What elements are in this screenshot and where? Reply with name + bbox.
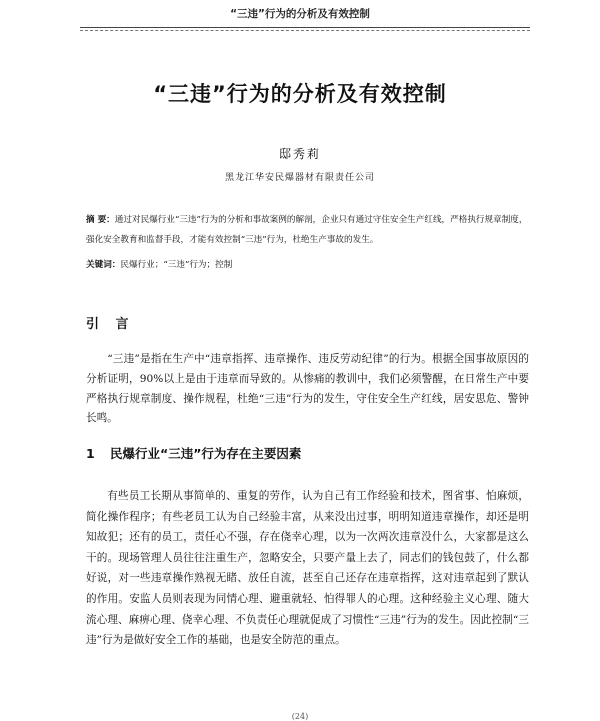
abstract-text: 通过对民爆行业“三违”行为的分析和事故案例的解剖，企业只有通过守住安全生产红线，严格执行规章制度，强化安全教育和监督手段，才能有效控制“三违”行为，杜绝生产事故的发生。 xyxy=(86,215,528,245)
section-1-title: 民爆行业“三违”行为存在主要因素 xyxy=(110,446,302,461)
keywords xyxy=(86,256,536,274)
keywords-text: 民爆行业；“三违”行为；控制 xyxy=(120,260,233,270)
section-1-number: 1 xyxy=(86,446,95,461)
abstract-label: 摘 要： xyxy=(86,215,115,225)
page-number: (24) xyxy=(291,712,309,721)
keywords-label: 关键词： xyxy=(86,260,121,270)
author: 邸秀莉 xyxy=(278,147,321,161)
affiliation: 黑龙江华安民爆器材有限责任公司 xyxy=(224,173,375,183)
header-rule xyxy=(80,27,530,28)
intro-paragraph: “三违”是指在生产中“违章指挥、违章操作、违反劳动纪律”的行为。根据全国事故原因的分析证明，90%以上是由于违章而导致的。从惨痛的教训中，我们必须警醒，在日常生产中要严格执行规章制度、操作规程，杜绝“三违”行为的发生，守住安全生产红线，居安思危、警钟长鸣。 xyxy=(86,353,529,425)
header-rule-dashed xyxy=(80,30,530,31)
section-1-paragraph: 有些员工长期从事简单的、重复的劳作，认为自己有工作经验和技术，图省事、怕麻烦，简化操作程序；有些老员工认为自己经验丰富，从来没出过事，明明知道违章操作，却还是明知故犯；还有的员工，责任心不强，存在侥幸心理，以为一次两次违章没什么，大家都是这么干的。现场管理人员往往注重生产，忽略安全，只要产量上去了，同志们的钱包鼓了，什么都好说，对一些违章操作熟视无睹、放任自流，甚至自己还存在违章指挥，这对违章起到了默认的作用。安监人员则表现为同情心理、避重就轻、怕得罪人的心理。这种经验主义心理、随大流心理、麻痹心理、侥幸心理、不负责任心理就促成了习惯性“三违”行为的发生。因此控制“三违”行为是做好安全工作的基础，也是安全防范的重点。 xyxy=(86,490,529,647)
abstract xyxy=(86,210,536,250)
running-header: “三违”行为的分析及有效控制 xyxy=(230,8,370,20)
paper-title: “三违”行为的分析及有效控制 xyxy=(153,82,447,106)
section-1-heading xyxy=(86,444,301,462)
intro-heading: 引 言 xyxy=(86,317,135,332)
